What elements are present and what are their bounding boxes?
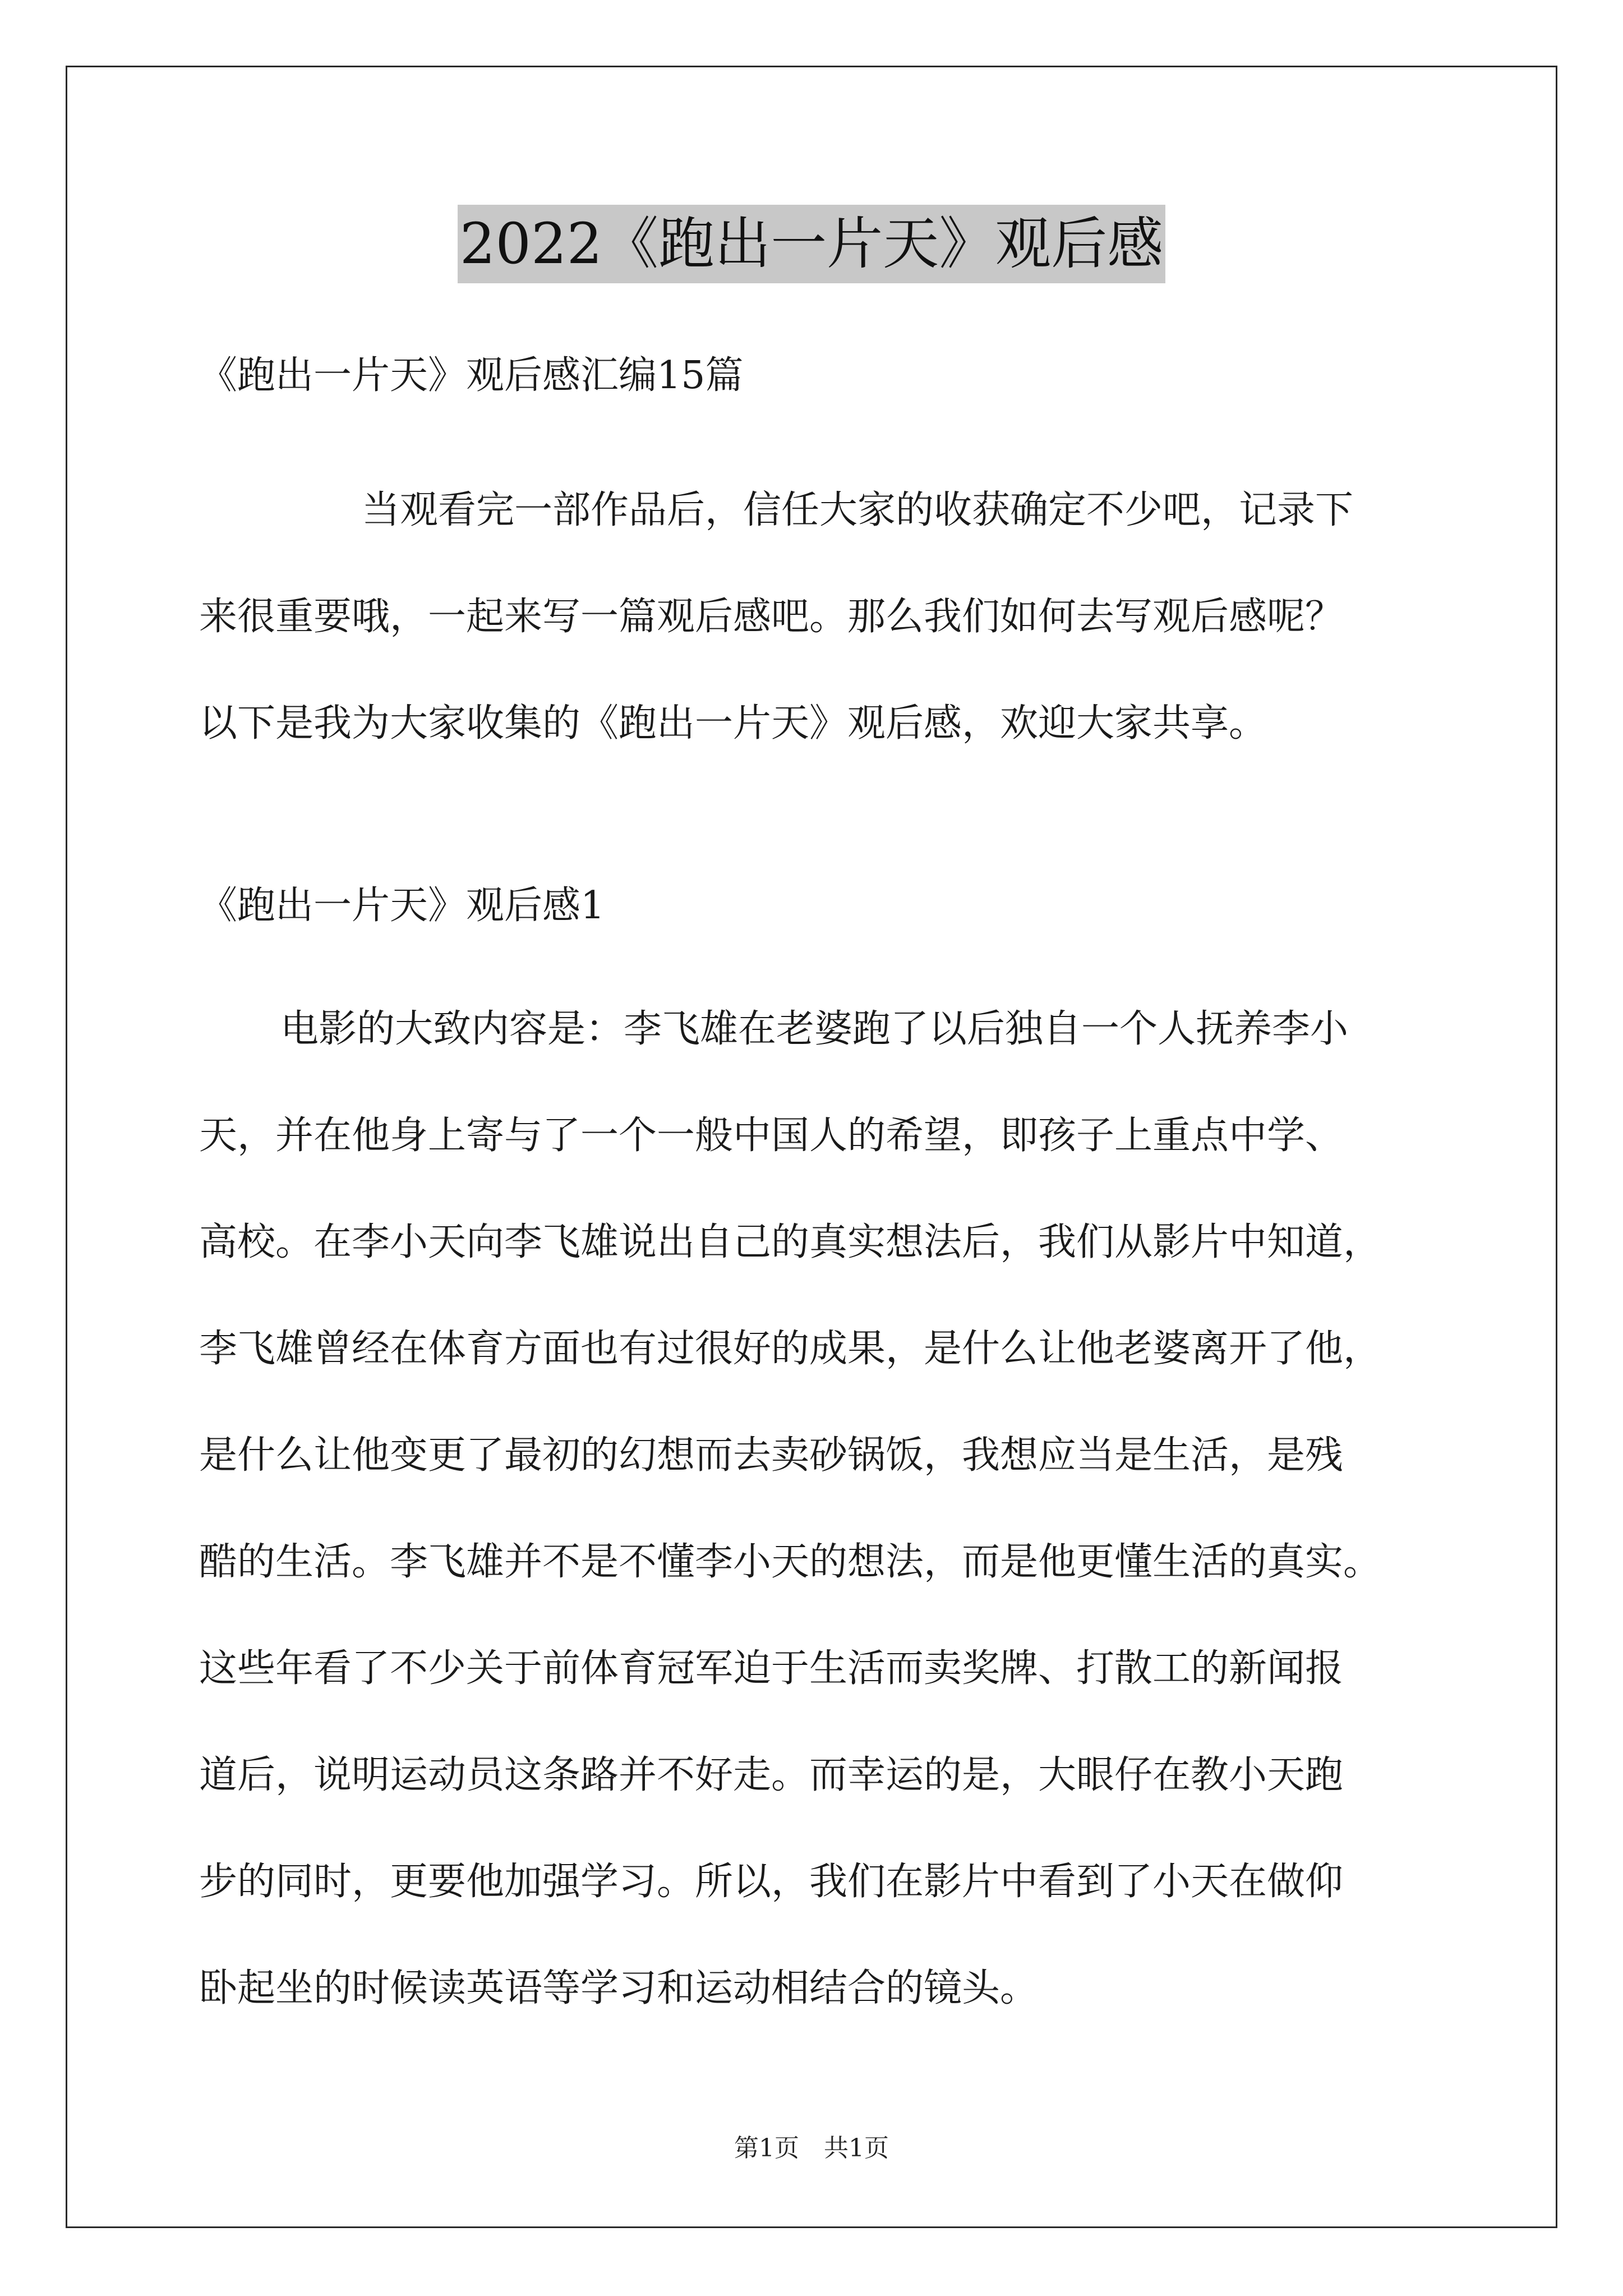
document-title: 2022《跑出一片天》观后感 [458,205,1166,283]
body-line: 是什么让他变更了最初的幻想而去卖砂锅饭，我想应当是生活，是残 [199,1433,1344,1478]
document-subtitle: 《跑出一片天》观后感汇编15篇 [199,353,744,398]
body-line: 高校。在李小天向李飞雄说出自己的真实想法后，我们从影片中知道， [199,1220,1382,1264]
body-line: 道后，说明运动员这条路并不好走。而幸运的是，大眼仔在教小天跑 [199,1753,1344,1797]
title-container [0,205,1623,283]
body-line: 卧起坐的时候读英语等学习和运动相结合的镜头。 [199,1966,1039,2010]
body-line: 酷的生活。李飞雄并不是不懂李小天的想法，而是他更懂生活的真实。 [199,1540,1382,1584]
body-paragraph [199,976,1455,2042]
body-line: 电影的大致内容是：李飞雄在老婆跑了以后独自一个人抚养李小 [280,1007,1349,1051]
intro-line: 以下是我为大家收集的《跑出一片天》观后感，欢迎大家共享。 [199,701,1267,746]
intro-paragraph [199,457,1455,777]
body-line: 这些年看了不少关于前体育冠军迫于生活而卖奖牌、打散工的新闻报 [199,1646,1344,1691]
body-line: 天，并在他身上寄与了一个一般中国人的希望，即孩子上重点中学、 [199,1114,1344,1158]
section-heading: 《跑出一片天》观后感1 [199,884,605,928]
intro-line: 当观看完一部作品后，信任大家的收获确定不少吧，记录下 [362,488,1354,532]
intro-line: 来很重要哦，一起来写一篇观后感吧。那么我们如何去写观后感呢？ [199,595,1344,639]
body-line: 步的同时，更要他加强学习。所以，我们在影片中看到了小天在做仰 [199,1860,1344,1904]
page-footer: 第1页 共1页 [734,2134,889,2162]
body-line: 李飞雄曾经在体育方面也有过很好的成果，是什么让他老婆离开了他， [199,1327,1382,1371]
